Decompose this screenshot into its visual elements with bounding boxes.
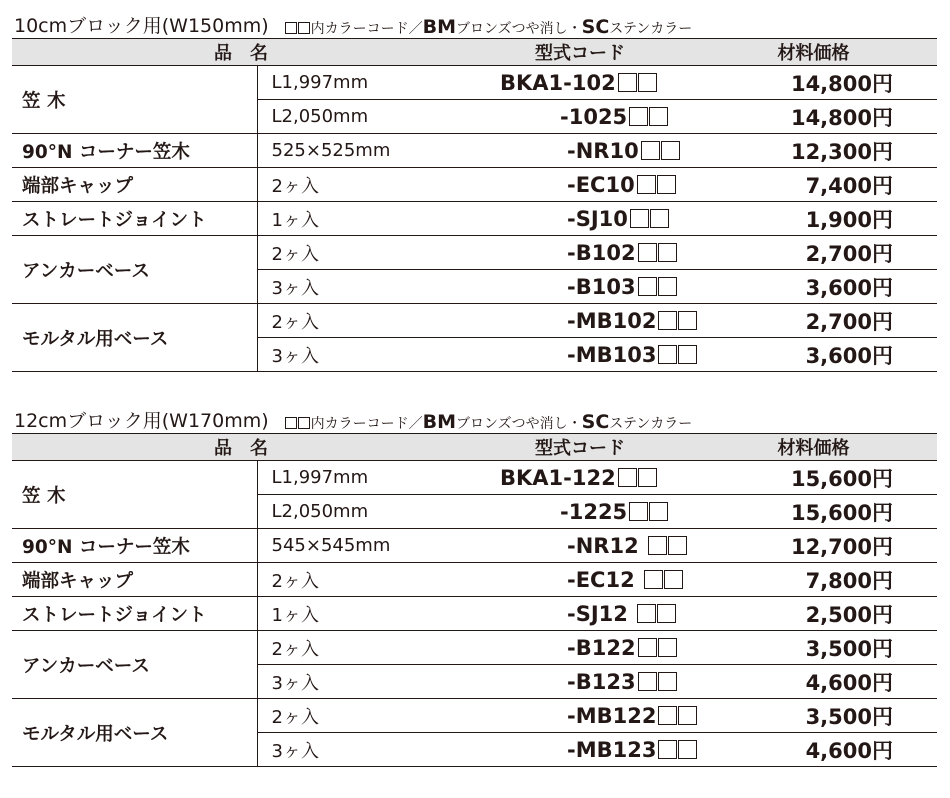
color-box-icon — [648, 536, 667, 555]
product-price: 14,800円 — [690, 100, 937, 134]
product-name: 90°N コーナー笠木 — [12, 134, 257, 168]
product-name: モルタル用ベース — [12, 699, 257, 767]
product-price: 3,600円 — [690, 338, 937, 372]
product-code: -B103 — [470, 270, 690, 304]
legend-sc-text: ステンカラー — [609, 416, 693, 432]
product-spec: 3ヶ入 — [257, 665, 470, 699]
product-code: -1025 — [470, 100, 690, 134]
product-name: ストレートジョイント — [12, 597, 257, 631]
color-box-icon — [638, 277, 657, 296]
product-price: 3,500円 — [690, 631, 937, 665]
product-name: 笠 木 — [12, 66, 257, 134]
product-price: 2,700円 — [690, 236, 937, 270]
product-code: -SJ10 — [470, 202, 690, 236]
product-name: 端部キャップ — [12, 563, 257, 597]
product-name: 笠 木 — [12, 461, 257, 529]
product-price: 7,800円 — [690, 563, 937, 597]
color-box-icon — [658, 706, 677, 725]
header-price: 材料価格 — [690, 39, 937, 66]
legend-sc: SC — [581, 411, 610, 433]
color-box-icon — [644, 570, 663, 589]
color-code-legend — [285, 16, 693, 38]
product-price: 1,900円 — [690, 202, 937, 236]
product-spec: L1,997mm — [257, 461, 470, 495]
legend-bm-text: ブロンズつや消し・ — [456, 416, 582, 432]
header-name: 品 名 — [12, 39, 470, 66]
product-name: 90°N コーナー笠木 — [12, 529, 257, 563]
color-box-icon — [638, 468, 657, 487]
section-title: 10cmブロック用(W150mm) — [14, 15, 269, 37]
legend-bm: BM — [422, 16, 457, 38]
section-heading — [12, 8, 937, 38]
product-price: 12,700円 — [690, 529, 937, 563]
product-name: モルタル用ベース — [12, 304, 257, 372]
product-spec: L2,050mm — [257, 495, 470, 529]
product-price: 3,600円 — [690, 270, 937, 304]
product-spec: 2ヶ入 — [257, 563, 470, 597]
product-price: 12,300円 — [690, 134, 937, 168]
color-box-icon — [629, 502, 648, 521]
product-code: -EC12 — [470, 563, 690, 597]
table-row — [12, 699, 937, 733]
color-box-icon — [618, 468, 637, 487]
product-name: アンカーベース — [12, 236, 257, 304]
color-box-icon — [658, 740, 677, 759]
table-row — [12, 563, 937, 597]
color-box-icon — [658, 638, 677, 657]
color-box-icon — [658, 243, 677, 262]
product-spec: 3ヶ入 — [257, 338, 470, 372]
product-code: -B122 — [470, 631, 690, 665]
color-box-icon — [658, 277, 677, 296]
color-box-icon — [285, 22, 297, 34]
color-box-icon — [658, 311, 677, 330]
color-box-icon — [285, 417, 297, 429]
header-code: 型式コード — [470, 39, 690, 66]
color-box-icon — [637, 604, 656, 623]
color-box-icon — [650, 209, 669, 228]
table-row — [12, 168, 937, 202]
color-box-icon — [638, 73, 657, 92]
table-row — [12, 134, 937, 168]
color-box-icon — [678, 345, 697, 364]
product-price: 3,500円 — [690, 699, 937, 733]
legend-bm-text: ブロンズつや消し・ — [456, 21, 582, 37]
color-box-icon — [629, 107, 648, 126]
product-spec: 3ヶ入 — [257, 733, 470, 767]
color-box-icon — [658, 345, 677, 364]
product-name: 端部キャップ — [12, 168, 257, 202]
price-table — [12, 433, 937, 767]
color-box-icon — [649, 107, 668, 126]
table-row — [12, 236, 937, 270]
product-code: -MB122 — [470, 699, 690, 733]
product-code: -SJ12 — [470, 597, 690, 631]
header-code: 型式コード — [470, 434, 690, 461]
color-code-legend — [285, 411, 693, 433]
product-spec: 2ヶ入 — [257, 236, 470, 270]
color-box-icon — [641, 141, 660, 160]
legend-sc-text: ステンカラー — [609, 21, 693, 37]
table-row — [12, 631, 937, 665]
header-price: 材料価格 — [690, 434, 937, 461]
product-price: 15,600円 — [690, 495, 937, 529]
product-spec: 2ヶ入 — [257, 631, 470, 665]
product-code: -1225 — [470, 495, 690, 529]
product-spec: 1ヶ入 — [257, 202, 470, 236]
product-code: BKA1-102 — [470, 66, 690, 100]
product-code: -MB102 — [470, 304, 690, 338]
product-code: -B102 — [470, 236, 690, 270]
table-row — [12, 461, 937, 495]
product-code: -EC10 — [470, 168, 690, 202]
legend-text: 内カラーコード／ — [310, 416, 423, 432]
color-box-icon — [638, 243, 657, 262]
color-box-icon — [661, 141, 680, 160]
price-section-10cm — [12, 8, 937, 372]
table-row — [12, 597, 937, 631]
product-price: 2,700円 — [690, 304, 937, 338]
product-code: -B123 — [470, 665, 690, 699]
product-spec: 2ヶ入 — [257, 304, 470, 338]
product-spec: L2,050mm — [257, 100, 470, 134]
product-spec: L1,997mm — [257, 66, 470, 100]
product-price: 7,400円 — [690, 168, 937, 202]
product-spec: 2ヶ入 — [257, 168, 470, 202]
color-box-icon — [638, 638, 657, 657]
price-table — [12, 38, 937, 372]
section-heading — [12, 403, 937, 433]
table-row — [12, 529, 937, 563]
color-box-icon — [657, 604, 676, 623]
product-price: 4,600円 — [690, 665, 937, 699]
legend-bm: BM — [422, 411, 457, 433]
color-box-icon — [638, 672, 657, 691]
product-code: -MB123 — [470, 733, 690, 767]
product-spec: 2ヶ入 — [257, 699, 470, 733]
product-spec: 525×525mm — [257, 134, 470, 168]
color-box-icon — [664, 570, 683, 589]
color-box-icon — [658, 672, 677, 691]
legend-sc: SC — [581, 16, 610, 38]
header-name: 品 名 — [12, 434, 470, 461]
legend-text: 内カラーコード／ — [310, 21, 423, 37]
product-name: ストレートジョイント — [12, 202, 257, 236]
color-box-icon — [630, 209, 649, 228]
product-code: -NR10 — [470, 134, 690, 168]
section-title: 12cmブロック用(W170mm) — [14, 410, 269, 432]
table-row — [12, 304, 937, 338]
product-name: アンカーベース — [12, 631, 257, 699]
product-code: -NR12 — [470, 529, 690, 563]
color-box-icon — [618, 73, 637, 92]
product-price: 14,800円 — [690, 66, 937, 100]
color-box-icon — [637, 175, 656, 194]
product-price: 2,500円 — [690, 597, 937, 631]
product-spec: 3ヶ入 — [257, 270, 470, 304]
color-box-icon — [649, 502, 668, 521]
color-box-icon — [668, 536, 687, 555]
price-section-12cm — [12, 403, 937, 767]
color-box-icon — [657, 175, 676, 194]
product-spec: 545×545mm — [257, 529, 470, 563]
color-box-icon — [678, 311, 697, 330]
product-code: -MB103 — [470, 338, 690, 372]
product-code: BKA1-122 — [470, 461, 690, 495]
table-row — [12, 66, 937, 100]
color-box-icon — [298, 417, 310, 429]
color-box-icon — [298, 22, 310, 34]
color-box-icon — [678, 706, 697, 725]
product-price: 4,600円 — [690, 733, 937, 767]
color-box-icon — [678, 740, 697, 759]
table-row — [12, 202, 937, 236]
product-spec: 1ヶ入 — [257, 597, 470, 631]
product-price: 15,600円 — [690, 461, 937, 495]
